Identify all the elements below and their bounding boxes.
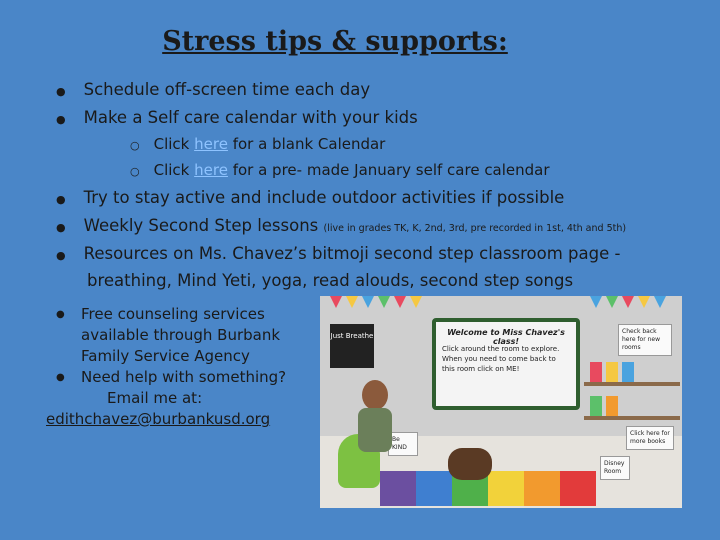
bullet-continuation: breathing, Mind Yeti, yoga, read alouds, second step songs (87, 271, 574, 290)
bitmoji-teacher-body[interactable] (358, 408, 392, 452)
bitmoji-teacher-head[interactable] (362, 380, 388, 410)
bunting-flag (330, 296, 342, 308)
bookshelf (584, 382, 680, 386)
book[interactable] (606, 396, 618, 416)
book[interactable] (622, 362, 634, 382)
bullet-item: ● Make a Self care calendar with your kids (56, 108, 418, 127)
sub-bullet-item: ○ Click here for a blank Calendar (130, 135, 386, 153)
bullet-item: ● Resources on Ms. Chavez’s bitmoji second step classroom page - (56, 244, 621, 263)
counseling-item: ● Free counseling services available through Burbank Family Service Agency (56, 305, 281, 365)
rug-stripe (488, 471, 524, 506)
bullet-dot: ● (56, 249, 66, 262)
bullet-dot: ● (56, 309, 65, 320)
bunting-flag (394, 296, 406, 308)
sub-bullet-item: ○ Click here for a pre- made January self care calendar (130, 161, 550, 179)
email-line (46, 409, 270, 430)
help-item: ● Need help with something? Email me at: (56, 368, 287, 407)
bunting-flag (362, 296, 374, 308)
bullet-item: ● Try to stay active and include outdoor activities if possible (56, 188, 565, 207)
bullet-dot: ● (56, 221, 66, 234)
rug-stripe (416, 471, 452, 506)
bullet-dot: ● (56, 85, 66, 98)
bullet-item: ● Schedule off-screen time each day (56, 80, 371, 99)
bitmoji-classroom-image[interactable] (320, 296, 682, 508)
page-title: Stress tips & supports: (162, 26, 508, 57)
sub-bullet-dot: ○ (130, 139, 140, 152)
new-rooms-note[interactable]: Check back here for new rooms (618, 324, 672, 356)
rug-stripe (560, 471, 596, 506)
sub-bullet-dot: ○ (130, 165, 140, 178)
bunting-flag (638, 296, 650, 308)
january-calendar-link[interactable]: here (194, 161, 228, 179)
book[interactable] (590, 362, 602, 382)
bunting-flag (590, 296, 602, 308)
bullet-dot: ● (56, 113, 66, 126)
rug-stripe (524, 471, 560, 506)
bunting-flag (606, 296, 618, 308)
bunting-flag (378, 296, 390, 308)
bunting-flag (410, 296, 422, 308)
bunting-flag (654, 296, 666, 308)
book[interactable] (606, 362, 618, 382)
rug-stripe (380, 471, 416, 506)
welcome-board[interactable]: Welcome to Miss Chavez's class! Click around the room to explore. When you need to come back to this room click on ME! (432, 318, 580, 410)
disney-room-door[interactable]: Disney Room (600, 456, 630, 480)
plush-dog[interactable] (448, 448, 492, 480)
bullet-dot: ● (56, 193, 66, 206)
just-breathe-poster[interactable]: Just Breathe (330, 324, 374, 368)
bullet-item: ● Weekly Second Step lessons (live in grades TK, K, 2nd, 3rd, pre recorded in 1st, 4th and 5th) (56, 216, 627, 235)
more-books-note[interactable]: Click here for more books (626, 426, 674, 450)
blank-calendar-link[interactable]: here (194, 135, 228, 153)
bunting-flag (346, 296, 358, 308)
bullet-dot: ● (56, 372, 65, 383)
book[interactable] (590, 396, 602, 416)
bookshelf (584, 416, 680, 420)
be-kind-sign: Be KIND (388, 432, 418, 456)
email-link[interactable]: edithchavez@burbankusd.org (46, 410, 271, 428)
bunting-flag (622, 296, 634, 308)
